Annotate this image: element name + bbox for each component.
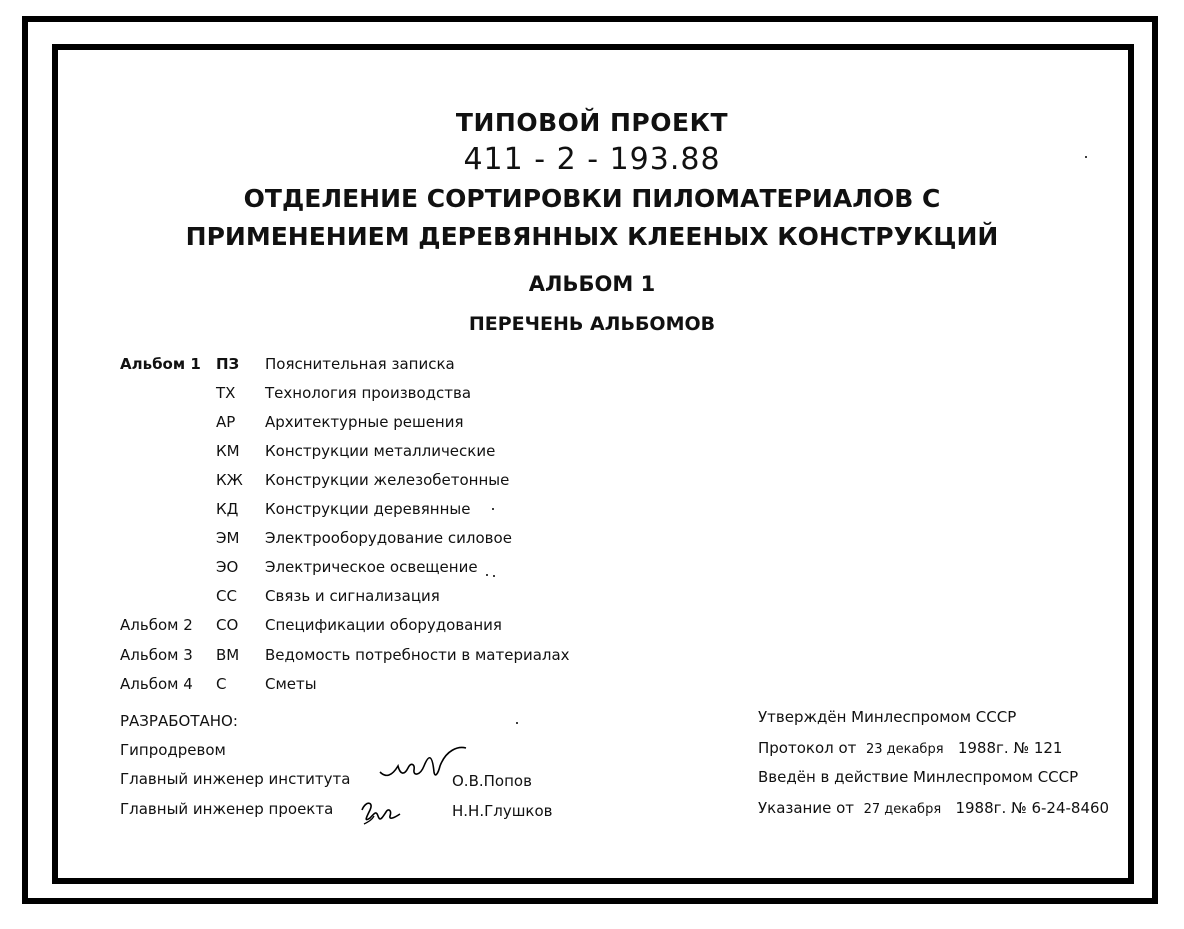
order-date: 27 декабря [863,802,942,817]
chief-institute-role: Главный инженер института [120,770,351,788]
section-title: Пояснительная записка [265,355,455,373]
section-code: ВМ [216,646,240,664]
section-title: Конструкции металлические [265,442,496,460]
section-code: ЭО [216,558,239,576]
order-year: 1988г. [955,799,1007,817]
album-label: Альбом 3 [120,646,193,664]
enacted-by: Введён в действие Минлеспромом СССР [758,768,1079,786]
order-line [758,799,1109,817]
scan-speck [486,574,488,576]
album-label: Альбом 4 [120,675,193,693]
chief-project-role: Главный инженер проекта [120,800,334,818]
section-code: С [216,675,227,693]
protocol-number: № 121 [1013,739,1063,757]
developed-label: РАЗРАБОТАНО: [120,712,238,730]
album-list-title: ПЕРЕЧЕНЬ АЛЬБОМОВ [468,313,716,335]
section-title: Связь и сигнализация [265,587,440,605]
project-number: 411 - 2 - 193.88 [463,142,721,177]
project-type: ТИПОВОЙ ПРОЕКТ [455,108,729,137]
project-name-line2: ПРИМЕНЕНИЕМ ДЕРЕВЯННЫХ КЛЕЕНЫХ КОНСТРУКЦИЙ [185,222,999,251]
project-name-line1: ОТДЕЛЕНИЕ СОРТИРОВКИ ПИЛОМАТЕРИАЛОВ С [243,184,941,213]
scan-speck [1085,156,1087,158]
section-code: КМ [216,442,240,460]
scan-speck [492,508,494,510]
section-code: ЭМ [216,529,240,547]
section-title: Электрооборудование силовое [265,529,512,547]
chief-project-name: Н.Н.Глушков [452,802,553,820]
album-label: Альбом 2 [120,616,193,634]
section-title: Электрическое освещение [265,558,478,576]
approved-by: Утверждён Минлеспромом СССР [758,708,1017,726]
section-code: КЖ [216,471,243,489]
section-title: Ведомость потребности в материалах [265,646,570,664]
section-code: СС [216,587,237,605]
section-title: Конструкции деревянные [265,500,471,518]
order-number: № 6-24-8460 [1011,799,1110,817]
protocol-year: 1988г. [957,739,1009,757]
signature-popov [378,744,470,784]
section-title: Спецификации оборудования [265,616,502,634]
order-prefix: Указание от [758,799,855,817]
section-code: ПЗ [216,355,240,373]
developer-org: Гипродревом [120,741,226,759]
signature-glushkov [356,796,404,828]
section-title: Конструкции железобетонные [265,471,510,489]
protocol-date: 23 декабря [865,742,944,757]
section-title: Сметы [265,675,317,693]
section-title: Технология производства [265,384,472,402]
album-title: АЛЬБОМ 1 [528,272,656,296]
section-code: ТХ [216,384,236,402]
section-title: Архитектурные решения [265,413,464,431]
section-code: СО [216,616,239,634]
protocol-prefix: Протокол от [758,739,857,757]
section-code: АР [216,413,236,431]
album-label: Альбом 1 [120,355,201,373]
scan-speck [516,722,518,724]
protocol-line [758,739,1062,757]
chief-institute-name: О.В.Попов [452,772,532,790]
scan-speck [493,575,495,577]
section-code: КД [216,500,239,518]
